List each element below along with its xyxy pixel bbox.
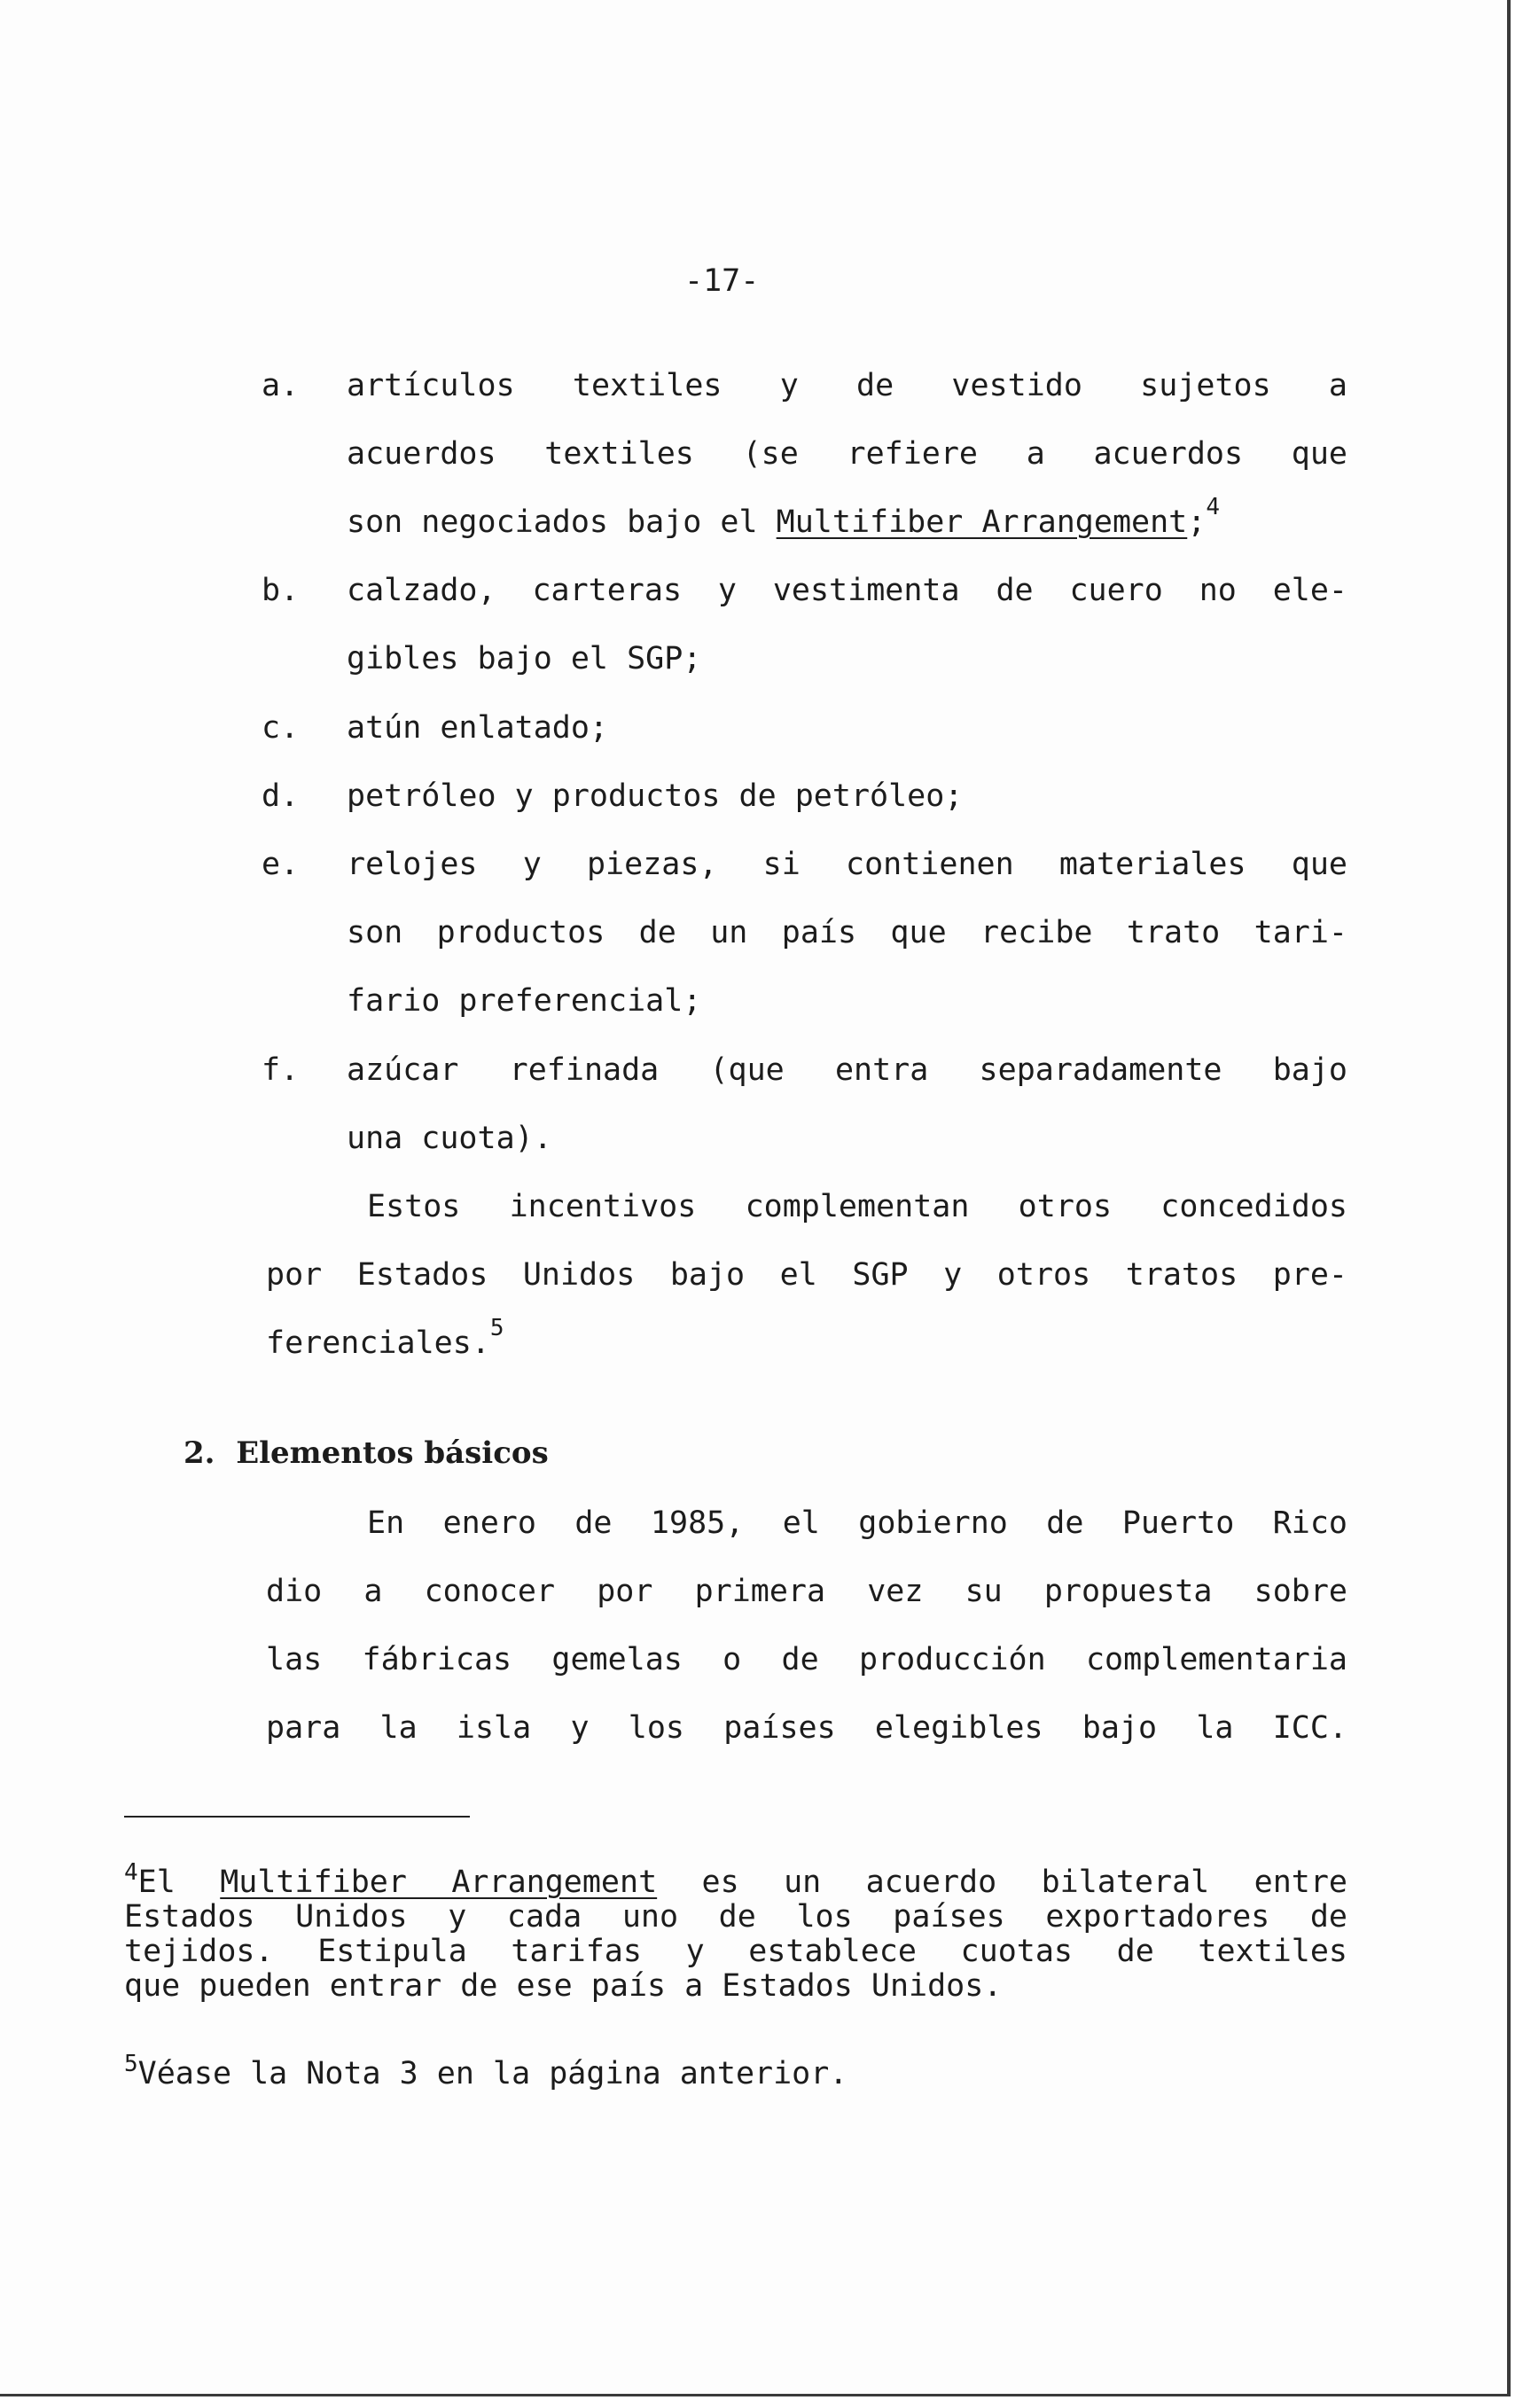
list-item-line: acuerdos textiles (se refiere a acuerdos que — [347, 436, 1347, 472]
footnote-number: 5 — [124, 2051, 138, 2077]
list-item-line: petróleo y productos de petróleo; — [347, 778, 964, 814]
footnote-4-line: Estados Unidos y cada uno de los países exportadores de — [124, 1899, 1347, 1935]
list-item-line: artículos textiles y de vestido sujetos a — [347, 368, 1347, 403]
list-item-letter: f. — [262, 1052, 300, 1088]
list-item-line: fario preferencial; — [347, 983, 702, 1019]
paragraph-line: por Estados Unidos bajo el SGP y otros tratos pre- — [266, 1257, 1347, 1293]
list-item-line: azúcar refinada (que entra separadamente bajo — [347, 1052, 1347, 1088]
footnote-ref-5: 5 — [489, 1315, 504, 1341]
list-item-letter: a. — [262, 368, 300, 403]
section-number: 2. — [184, 1435, 215, 1471]
footnote-ref-4: 4 — [1206, 494, 1220, 520]
section-title: Elementos básicos — [236, 1435, 549, 1471]
paragraph-line: las fábricas gemelas o de producción complementaria — [266, 1642, 1347, 1677]
list-item-letter: b. — [262, 573, 300, 608]
list-item-letter: c. — [262, 710, 300, 746]
list-item-line: una cuota). — [347, 1121, 552, 1156]
list-item-line: atún enlatado; — [347, 710, 609, 746]
footnote-4-line: tejidos. Estipula tarifas y establece cuotas de textiles — [124, 1934, 1347, 1969]
footnote-5-line: $^5$Véase la Nota 3 en la página anterior. — [124, 2051, 848, 2091]
list-item-letter: d. — [262, 778, 300, 814]
list-item-letter: e. — [262, 847, 300, 882]
paragraph-line: dio a conocer por primera vez su propuesta sobre — [266, 1574, 1347, 1609]
footnote-4-line: $^4$El Multifiber Arrangement es un acuerdo bilateral entre — [124, 1859, 1347, 1900]
section-heading — [184, 1435, 549, 1472]
page-number: -17- — [684, 263, 760, 299]
multifiber-arrangement-title: Multifiber Arrangement — [220, 1865, 658, 1900]
footnote-separator — [124, 1816, 470, 1818]
list-item-line: son productos de un país que recibe trato tari- — [347, 915, 1347, 950]
list-item-line: son negociados bajo el Multifiber Arrangement;$^4$ — [347, 494, 1220, 540]
list-item-line: relojes y piezas, si contienen materiales que — [347, 847, 1347, 882]
paragraph-line: ferenciales.$^5$ — [266, 1315, 504, 1361]
paragraph-line: En enero de 1985, el gobierno de Puerto Rico — [367, 1505, 1347, 1541]
paragraph-line: para la isla y los países elegibles bajo la ICC. — [266, 1710, 1347, 1746]
footnote-number: 4 — [124, 1859, 138, 1886]
list-item-line: gibles bajo el SGP; — [347, 641, 702, 676]
footnote-4-line: que pueden entrar de ese país a Estados Unidos. — [124, 1968, 1003, 2004]
multifiber-arrangement-title: Multifiber Arrangement — [776, 504, 1188, 540]
list-item-line: calzado, carteras y vestimenta de cuero no ele- — [347, 573, 1347, 608]
paragraph-line: Estos incentivos complementan otros concedidos — [367, 1189, 1347, 1224]
